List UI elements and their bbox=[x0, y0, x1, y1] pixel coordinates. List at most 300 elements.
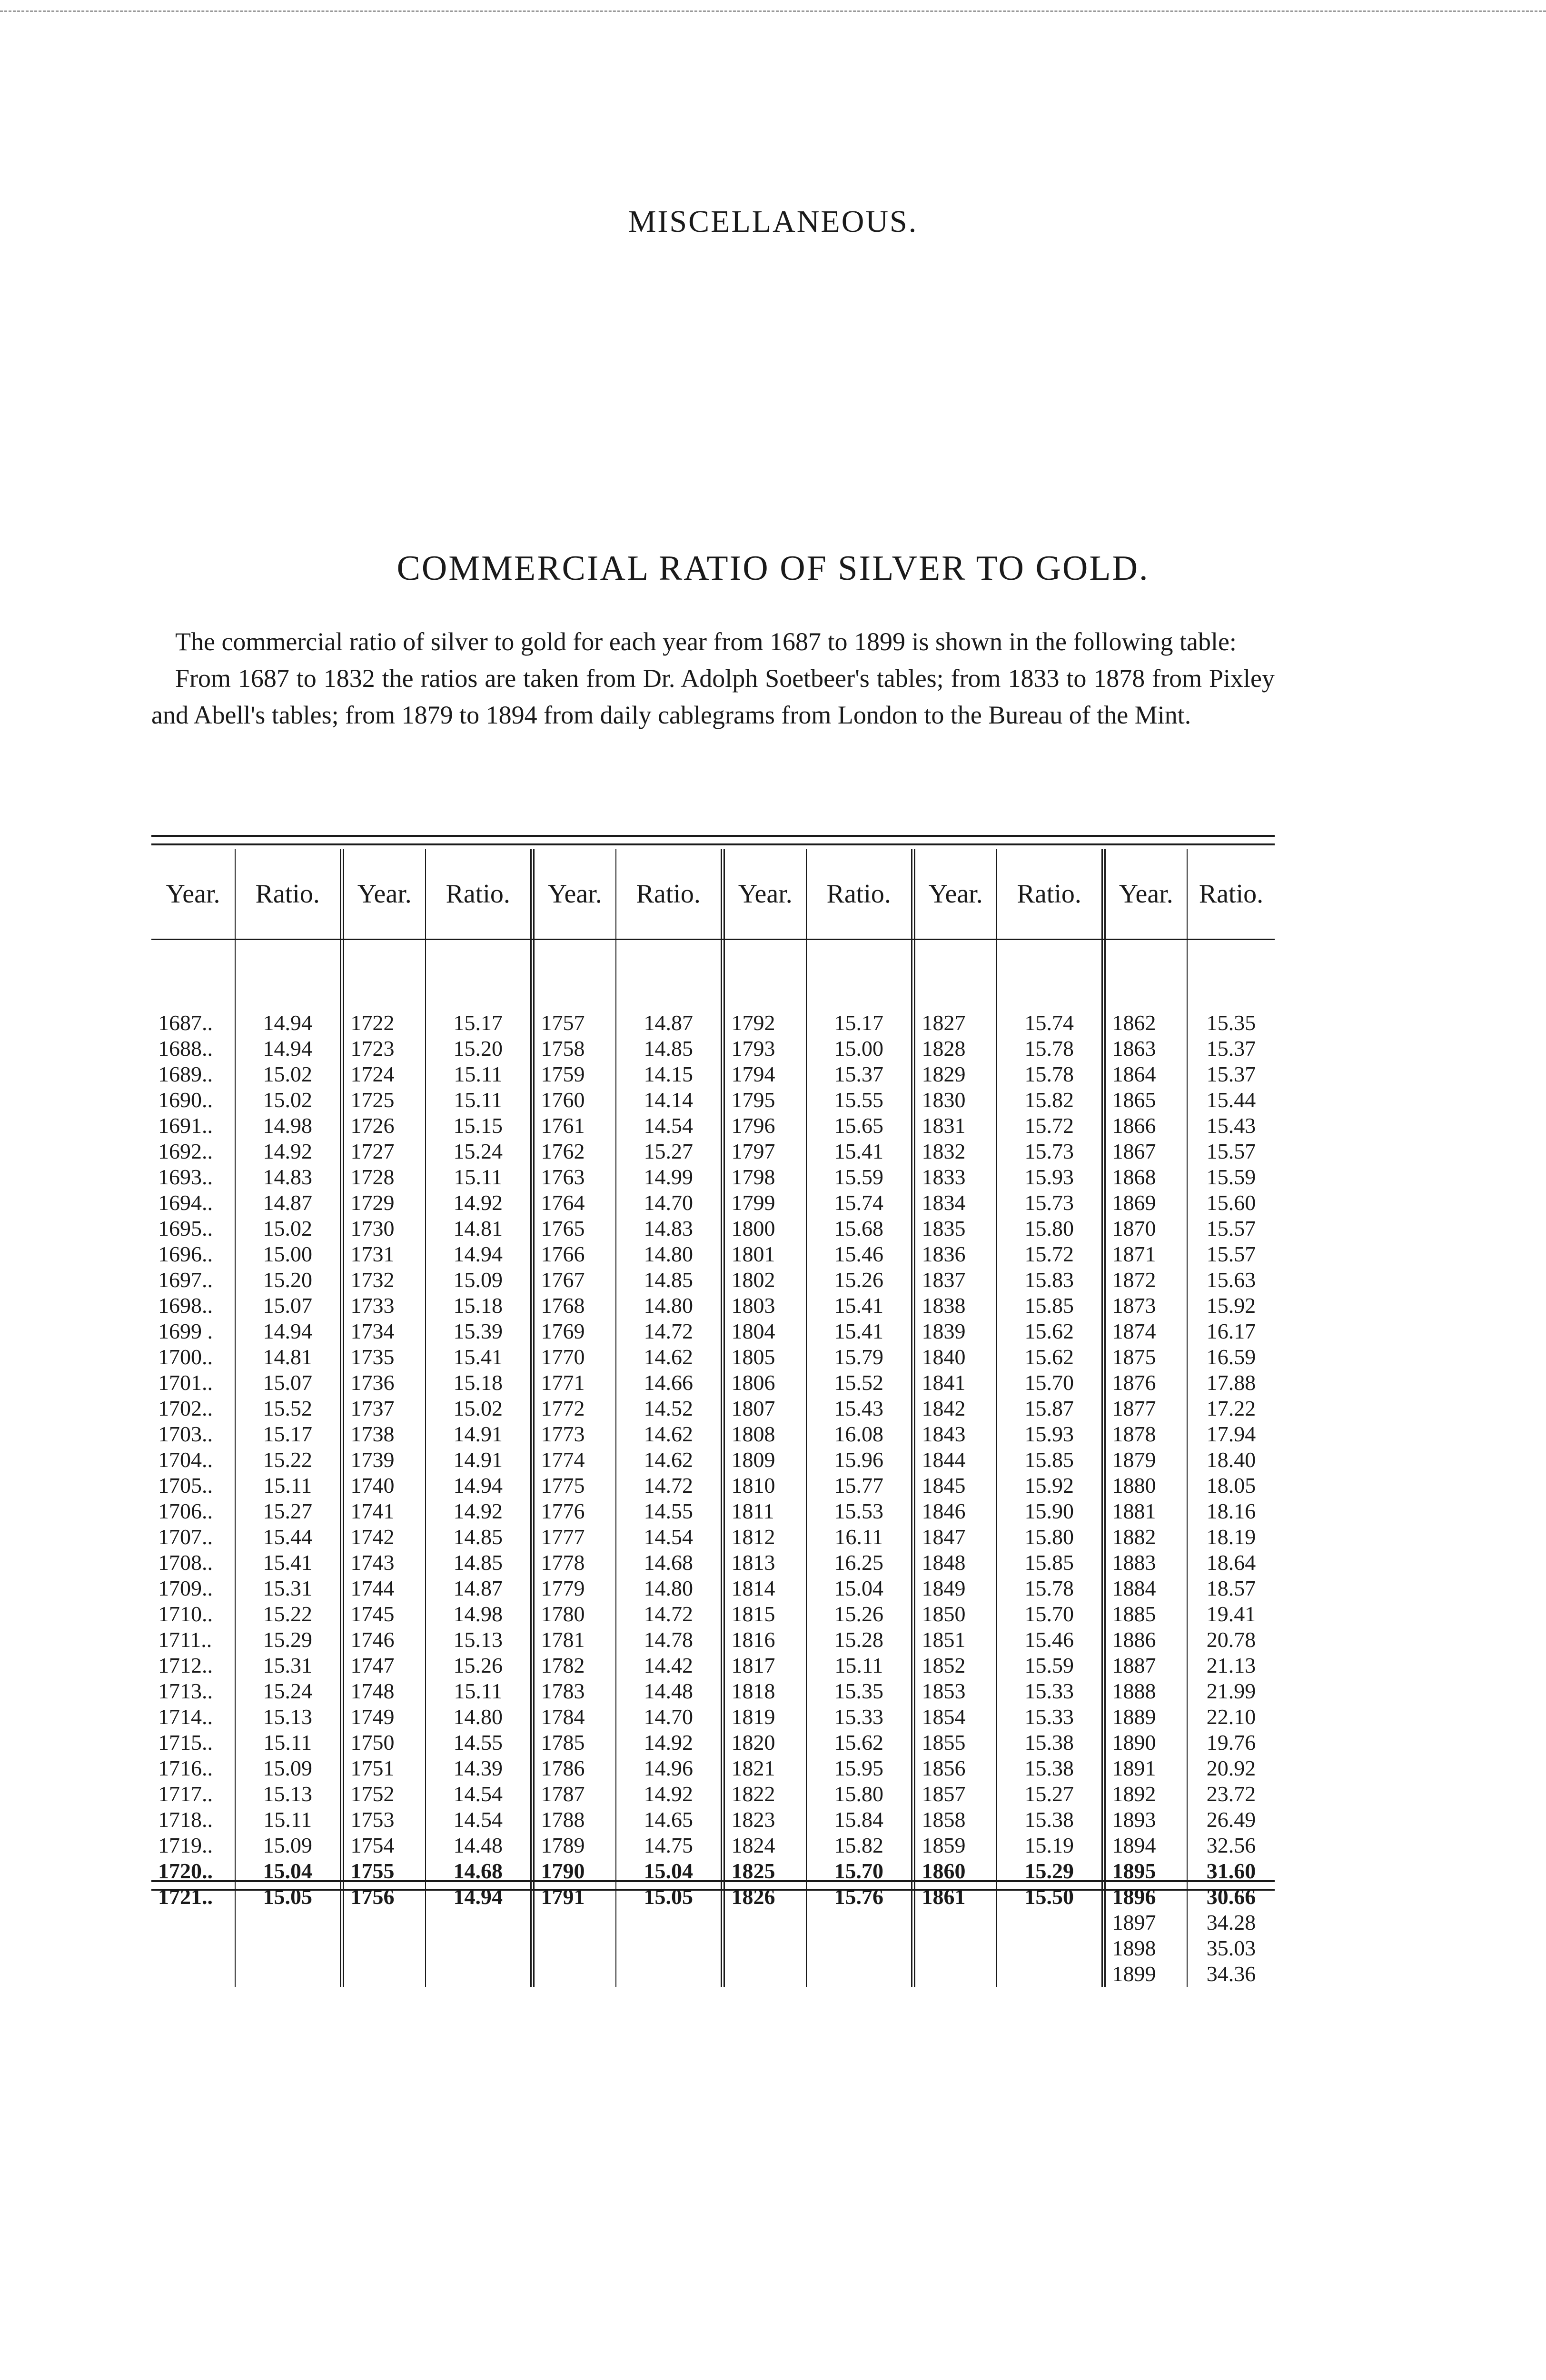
year-cell: 1712.. bbox=[158, 1653, 213, 1677]
year-cell: 1711.. bbox=[158, 1627, 212, 1652]
ratio-cell: 20.92 bbox=[1206, 1756, 1256, 1780]
year-cell: 1687.. bbox=[158, 1011, 213, 1035]
year-cell: 1833 bbox=[922, 1165, 966, 1189]
year-cell: 1848 bbox=[922, 1550, 966, 1575]
ratio-cell: 21.99 bbox=[1206, 1679, 1256, 1703]
ratio-cell: 15.82 bbox=[1024, 1088, 1074, 1112]
ratio-cell: 14.52 bbox=[644, 1396, 693, 1420]
ratio-cell: 15.53 bbox=[834, 1499, 883, 1523]
ratio-cell: 14.92 bbox=[263, 1139, 312, 1163]
year-cell: 1835 bbox=[922, 1216, 966, 1240]
year-cell: 1892 bbox=[1112, 1782, 1156, 1806]
ratio-cell: 15.62 bbox=[834, 1730, 883, 1755]
ratio-cell: 26.49 bbox=[1206, 1807, 1256, 1832]
year-cell: 1714.. bbox=[158, 1705, 213, 1729]
year-cell: 1736 bbox=[350, 1370, 395, 1395]
year-cell: 1793 bbox=[731, 1036, 775, 1061]
year-cell: 1766 bbox=[541, 1242, 585, 1266]
year-cell: 1837 bbox=[922, 1268, 966, 1292]
ratio-cell: 15.57 bbox=[1206, 1216, 1256, 1240]
table-header-row bbox=[151, 849, 1275, 939]
year-cell: 1785 bbox=[541, 1730, 585, 1755]
ratio-cell: 16.25 bbox=[834, 1550, 883, 1575]
year-cell: 1808 bbox=[731, 1422, 775, 1446]
year-cell: 1710.. bbox=[158, 1602, 213, 1626]
ratio-column-2 bbox=[426, 939, 532, 1987]
ratio-cell: 14.80 bbox=[644, 1242, 693, 1266]
year-cell: 1702.. bbox=[158, 1396, 213, 1420]
ratio-cell: 15.11 bbox=[834, 1653, 883, 1677]
year-cell: 1816 bbox=[731, 1627, 775, 1652]
ratio-cell: 15.79 bbox=[834, 1345, 883, 1369]
year-cell: 1794 bbox=[731, 1062, 775, 1086]
ratio-cell: 15.93 bbox=[1024, 1165, 1074, 1189]
ratio-cell: 14.54 bbox=[644, 1113, 693, 1138]
year-cell: 1754 bbox=[350, 1833, 395, 1857]
year-cell: 1733 bbox=[350, 1293, 395, 1318]
year-cell: 1789 bbox=[541, 1833, 585, 1857]
year-cell: 1707.. bbox=[158, 1525, 213, 1549]
ratio-cell: 14.92 bbox=[453, 1190, 503, 1215]
ratio-cell: 14.68 bbox=[453, 1859, 503, 1883]
ratio-cell: 15.11 bbox=[454, 1679, 503, 1703]
ratio-cell: 34.28 bbox=[1206, 1910, 1256, 1934]
year-cell: 1804 bbox=[731, 1319, 775, 1343]
ratio-cell: 15.26 bbox=[834, 1602, 883, 1626]
year-cell: 1749 bbox=[350, 1705, 395, 1729]
year-cell: 1802 bbox=[731, 1268, 775, 1292]
ratio-cell: 17.94 bbox=[1206, 1422, 1256, 1446]
year-cell: 1899 bbox=[1112, 1962, 1156, 1986]
intro-paragraph-1: The commercial ratio of silver to gold for each year from 1687 to 1899 is shown in the following table: bbox=[175, 627, 1237, 656]
ratio-cell: 15.85 bbox=[1024, 1448, 1074, 1472]
ratio-cell: 15.09 bbox=[263, 1833, 312, 1857]
ratio-cell: 15.82 bbox=[834, 1833, 883, 1857]
ratio-cell: 15.28 bbox=[834, 1627, 883, 1652]
ratio-cell: 15.70 bbox=[1024, 1370, 1074, 1395]
year-cell: 1803 bbox=[731, 1293, 775, 1318]
ratio-cell: 14.65 bbox=[644, 1807, 693, 1832]
ratio-cell: 15.35 bbox=[834, 1679, 883, 1703]
ratio-cell: 14.94 bbox=[263, 1319, 312, 1343]
year-cell: 1881 bbox=[1112, 1499, 1156, 1523]
year-cell: 1697.. bbox=[158, 1268, 213, 1292]
year-cell: 1806 bbox=[731, 1370, 775, 1395]
ratio-cell: 15.02 bbox=[263, 1062, 312, 1086]
ratio-cell: 14.72 bbox=[644, 1473, 693, 1497]
year-cell: 1688.. bbox=[158, 1036, 213, 1061]
year-cell: 1877 bbox=[1112, 1396, 1156, 1420]
ratio-cell: 15.11 bbox=[454, 1088, 503, 1112]
ratio-cell: 14.15 bbox=[644, 1062, 693, 1086]
year-column-4 bbox=[723, 939, 806, 1987]
ratio-cell: 15.31 bbox=[263, 1576, 312, 1600]
year-cell: 1852 bbox=[922, 1653, 966, 1677]
year-cell: 1823 bbox=[731, 1807, 775, 1832]
year-cell: 1869 bbox=[1112, 1190, 1156, 1215]
year-cell: 1762 bbox=[541, 1139, 585, 1163]
ratio-cell: 15.63 bbox=[1206, 1268, 1256, 1292]
ratio-cell: 15.04 bbox=[834, 1576, 883, 1600]
ratio-cell: 15.59 bbox=[1206, 1165, 1256, 1189]
ratio-cell: 15.59 bbox=[1024, 1653, 1074, 1677]
year-cell: 1829 bbox=[922, 1062, 966, 1086]
header-year: Year. bbox=[1103, 849, 1187, 939]
ratio-cell: 15.26 bbox=[453, 1653, 503, 1677]
year-cell: 1846 bbox=[922, 1499, 966, 1523]
ratio-cell: 35.03 bbox=[1206, 1936, 1256, 1960]
year-cell: 1731 bbox=[350, 1242, 395, 1266]
year-cell: 1769 bbox=[541, 1319, 585, 1343]
ratio-cell: 17.88 bbox=[1206, 1370, 1256, 1395]
ratio-cell: 15.00 bbox=[834, 1036, 883, 1061]
year-cell: 1748 bbox=[350, 1679, 395, 1703]
year-cell: 1831 bbox=[922, 1113, 966, 1138]
year-cell: 1746 bbox=[350, 1627, 395, 1652]
ratio-cell: 15.59 bbox=[834, 1165, 883, 1189]
ratio-cell: 18.64 bbox=[1206, 1550, 1256, 1575]
year-cell: 1720.. bbox=[158, 1859, 213, 1883]
ratio-cell: 15.37 bbox=[834, 1062, 883, 1086]
header-ratio: Ratio. bbox=[806, 849, 913, 939]
ratio-cell: 18.57 bbox=[1206, 1576, 1256, 1600]
ratio-cell: 14.72 bbox=[644, 1602, 693, 1626]
ratio-cell: 14.85 bbox=[453, 1525, 503, 1549]
ratio-cell: 15.02 bbox=[263, 1216, 312, 1240]
year-cell: 1726 bbox=[350, 1113, 395, 1138]
year-cell: 1798 bbox=[731, 1165, 775, 1189]
ratio-cell: 15.11 bbox=[454, 1062, 503, 1086]
ratio-cell: 14.81 bbox=[263, 1345, 312, 1369]
year-cell: 1693.. bbox=[158, 1165, 213, 1189]
year-cell: 1698.. bbox=[158, 1293, 213, 1318]
ratio-cell: 14.54 bbox=[453, 1807, 503, 1832]
ratio-cell: 15.90 bbox=[1024, 1499, 1074, 1523]
ratio-cell: 14.80 bbox=[644, 1293, 693, 1318]
ratio-cell: 15.24 bbox=[263, 1679, 312, 1703]
year-cell: 1718.. bbox=[158, 1807, 213, 1832]
ratio-cell: 15.46 bbox=[1024, 1627, 1074, 1652]
ratio-cell: 18.16 bbox=[1206, 1499, 1256, 1523]
year-cell: 1757 bbox=[541, 1011, 585, 1035]
ratio-cell: 34.36 bbox=[1206, 1962, 1256, 1986]
year-cell: 1704.. bbox=[158, 1448, 213, 1472]
year-cell: 1842 bbox=[922, 1396, 966, 1420]
year-column-1 bbox=[151, 939, 235, 1987]
year-cell: 1783 bbox=[541, 1679, 585, 1703]
ratio-table-container bbox=[151, 835, 1275, 1986]
ratio-cell: 15.04 bbox=[263, 1859, 312, 1883]
ratio-cell: 15.22 bbox=[263, 1448, 312, 1472]
header-year: Year. bbox=[166, 879, 220, 909]
ratio-cell: 14.85 bbox=[644, 1268, 693, 1292]
ratio-cell: 30.66 bbox=[1206, 1884, 1256, 1909]
ratio-cell: 15.17 bbox=[453, 1011, 503, 1035]
ratio-column-1 bbox=[235, 939, 342, 1987]
ratio-cell: 15.46 bbox=[834, 1242, 883, 1266]
year-cell: 1865 bbox=[1112, 1088, 1156, 1112]
year-cell: 1854 bbox=[922, 1705, 966, 1729]
ratio-cell: 15.83 bbox=[1024, 1268, 1074, 1292]
year-cell: 1690.. bbox=[158, 1088, 213, 1112]
ratio-cell: 14.54 bbox=[453, 1782, 503, 1806]
ratio-cell: 19.41 bbox=[1206, 1602, 1256, 1626]
ratio-cell: 15.72 bbox=[1024, 1242, 1074, 1266]
year-cell: 1862 bbox=[1112, 1011, 1156, 1035]
year-cell: 1713.. bbox=[158, 1679, 213, 1703]
ratio-column-6 bbox=[1187, 939, 1275, 1987]
ratio-cell: 15.85 bbox=[1024, 1293, 1074, 1318]
year-cell: 1721.. bbox=[158, 1884, 213, 1909]
year-cell: 1774 bbox=[541, 1448, 585, 1472]
year-cell: 1836 bbox=[922, 1242, 966, 1266]
year-cell: 1715.. bbox=[158, 1730, 213, 1755]
year-cell: 1734 bbox=[350, 1319, 395, 1343]
year-cell: 1699 . bbox=[158, 1319, 213, 1343]
ratio-cell: 15.35 bbox=[1206, 1011, 1256, 1035]
year-cell: 1885 bbox=[1112, 1602, 1156, 1626]
year-cell: 1843 bbox=[922, 1422, 966, 1446]
ratio-cell: 15.41 bbox=[263, 1550, 312, 1575]
year-cell: 1820 bbox=[731, 1730, 775, 1755]
year-cell: 1800 bbox=[731, 1216, 775, 1240]
ratio-cell: 14.94 bbox=[263, 1036, 312, 1061]
year-cell: 1817 bbox=[731, 1653, 775, 1677]
ratio-cell: 15.39 bbox=[453, 1319, 503, 1343]
year-cell: 1868 bbox=[1112, 1165, 1156, 1189]
year-cell: 1821 bbox=[731, 1756, 775, 1780]
ratio-cell: 23.72 bbox=[1206, 1782, 1256, 1806]
ratio-cell: 14.78 bbox=[644, 1627, 693, 1652]
ratio-cell: 15.44 bbox=[1206, 1088, 1256, 1112]
ratio-cell: 15.15 bbox=[453, 1113, 503, 1138]
year-cell: 1784 bbox=[541, 1705, 585, 1729]
ratio-cell: 15.55 bbox=[834, 1088, 883, 1112]
table-top-rule-inner bbox=[151, 843, 1275, 845]
year-cell: 1706.. bbox=[158, 1499, 213, 1523]
ratio-cell: 14.80 bbox=[644, 1576, 693, 1600]
year-column-3 bbox=[532, 939, 616, 1987]
year-cell: 1895 bbox=[1112, 1859, 1156, 1883]
year-cell: 1850 bbox=[922, 1602, 966, 1626]
ratio-cell: 15.43 bbox=[834, 1396, 883, 1420]
ratio-cell: 14.92 bbox=[453, 1499, 503, 1523]
year-cell: 1796 bbox=[731, 1113, 775, 1138]
year-cell: 1897 bbox=[1112, 1910, 1156, 1934]
year-cell: 1742 bbox=[350, 1525, 395, 1549]
ratio-cell: 14.75 bbox=[644, 1833, 693, 1857]
ratio-cell: 15.41 bbox=[834, 1293, 883, 1318]
year-cell: 1825 bbox=[731, 1859, 775, 1883]
year-cell: 1740 bbox=[350, 1473, 395, 1497]
year-cell: 1879 bbox=[1112, 1448, 1156, 1472]
ratio-cell: 15.96 bbox=[834, 1448, 883, 1472]
year-cell: 1695.. bbox=[158, 1216, 213, 1240]
ratio-column-4 bbox=[806, 939, 913, 1987]
year-cell: 1811 bbox=[731, 1499, 774, 1523]
year-cell: 1792 bbox=[731, 1011, 775, 1035]
ratio-cell: 15.24 bbox=[453, 1139, 503, 1163]
year-cell: 1873 bbox=[1112, 1293, 1156, 1318]
year-cell: 1764 bbox=[541, 1190, 585, 1215]
year-cell: 1771 bbox=[541, 1370, 585, 1395]
year-cell: 1883 bbox=[1112, 1550, 1156, 1575]
ratio-cell: 15.43 bbox=[1206, 1113, 1256, 1138]
ratio-cell: 15.92 bbox=[1024, 1473, 1074, 1497]
ratio-cell: 14.70 bbox=[644, 1705, 693, 1729]
year-cell: 1732 bbox=[350, 1268, 395, 1292]
table-top-rule bbox=[151, 835, 1275, 837]
ratio-cell: 15.62 bbox=[1024, 1345, 1074, 1369]
year-cell: 1756 bbox=[350, 1884, 395, 1909]
year-cell: 1777 bbox=[541, 1525, 585, 1549]
year-cell: 1893 bbox=[1112, 1807, 1156, 1832]
ratio-cell: 14.91 bbox=[453, 1448, 503, 1472]
ratio-cell: 15.87 bbox=[1024, 1396, 1074, 1420]
year-cell: 1758 bbox=[541, 1036, 585, 1061]
year-cell: 1788 bbox=[541, 1807, 585, 1832]
ratio-cell: 15.72 bbox=[1024, 1113, 1074, 1138]
ratio-cell: 15.93 bbox=[1024, 1422, 1074, 1446]
year-cell: 1855 bbox=[922, 1730, 966, 1755]
year-cell: 1716.. bbox=[158, 1756, 213, 1780]
year-cell: 1832 bbox=[922, 1139, 966, 1163]
ratio-cell: 31.60 bbox=[1206, 1859, 1256, 1883]
ratio-cell: 14.81 bbox=[453, 1216, 503, 1240]
year-cell: 1827 bbox=[922, 1011, 966, 1035]
ratio-cell: 15.07 bbox=[263, 1370, 312, 1395]
year-cell: 1861 bbox=[922, 1884, 966, 1909]
year-cell: 1753 bbox=[350, 1807, 395, 1832]
year-cell: 1719.. bbox=[158, 1833, 213, 1857]
year-cell: 1735 bbox=[350, 1345, 395, 1369]
year-cell: 1887 bbox=[1112, 1653, 1156, 1677]
year-cell: 1880 bbox=[1112, 1473, 1156, 1497]
header-year: Year. bbox=[532, 849, 616, 939]
ratio-cell: 15.80 bbox=[1024, 1216, 1074, 1240]
year-cell: 1844 bbox=[922, 1448, 966, 1472]
year-cell: 1723 bbox=[350, 1036, 395, 1061]
ratio-cell: 14.98 bbox=[263, 1113, 312, 1138]
ratio-cell: 15.11 bbox=[263, 1473, 312, 1497]
year-cell: 1896 bbox=[1112, 1884, 1156, 1909]
ratio-cell: 15.33 bbox=[1024, 1679, 1074, 1703]
year-cell: 1700.. bbox=[158, 1345, 213, 1369]
ratio-cell: 15.37 bbox=[1206, 1036, 1256, 1061]
ratio-table bbox=[151, 849, 1275, 1987]
year-cell: 1810 bbox=[731, 1473, 775, 1497]
year-cell: 1828 bbox=[922, 1036, 966, 1061]
ratio-cell: 17.22 bbox=[1206, 1396, 1256, 1420]
year-cell: 1765 bbox=[541, 1216, 585, 1240]
ratio-cell: 15.09 bbox=[453, 1268, 503, 1292]
year-cell: 1741 bbox=[350, 1499, 395, 1523]
header-ratio: Ratio. bbox=[616, 849, 723, 939]
ratio-cell: 15.02 bbox=[263, 1088, 312, 1112]
header-year: Year. bbox=[913, 849, 997, 939]
year-cell: 1813 bbox=[731, 1550, 775, 1575]
ratio-cell: 15.18 bbox=[453, 1293, 503, 1318]
ratio-cell: 14.42 bbox=[644, 1653, 693, 1677]
ratio-column-5 bbox=[997, 939, 1103, 1987]
ratio-cell: 15.50 bbox=[1024, 1884, 1074, 1909]
year-cell: 1859 bbox=[922, 1833, 966, 1857]
ratio-cell: 15.41 bbox=[834, 1139, 883, 1163]
ratio-cell: 14.92 bbox=[644, 1730, 693, 1755]
year-cell: 1847 bbox=[922, 1525, 966, 1549]
year-cell: 1875 bbox=[1112, 1345, 1156, 1369]
ratio-cell: 16.11 bbox=[834, 1525, 883, 1549]
year-cell: 1779 bbox=[541, 1576, 585, 1600]
year-cell: 1860 bbox=[922, 1859, 966, 1883]
year-cell: 1692.. bbox=[158, 1139, 213, 1163]
year-cell: 1772 bbox=[541, 1396, 585, 1420]
year-column-6 bbox=[1103, 939, 1187, 1987]
year-cell: 1797 bbox=[731, 1139, 775, 1163]
year-cell: 1889 bbox=[1112, 1705, 1156, 1729]
ratio-cell: 15.29 bbox=[263, 1627, 312, 1652]
year-cell: 1694.. bbox=[158, 1190, 213, 1215]
year-cell: 1730 bbox=[350, 1216, 395, 1240]
ratio-cell: 15.33 bbox=[834, 1705, 883, 1729]
ratio-cell: 16.59 bbox=[1206, 1345, 1256, 1369]
year-cell: 1786 bbox=[541, 1756, 585, 1780]
year-cell: 1839 bbox=[922, 1319, 966, 1343]
ratio-cell: 15.27 bbox=[1024, 1782, 1074, 1806]
header-ratio: Ratio. bbox=[235, 849, 342, 939]
header-ratio: Ratio. bbox=[997, 849, 1103, 939]
year-cell: 1866 bbox=[1112, 1113, 1156, 1138]
year-cell: 1689.. bbox=[158, 1062, 213, 1086]
ratio-cell: 15.95 bbox=[834, 1756, 883, 1780]
year-column-2 bbox=[342, 939, 426, 1987]
header-rule bbox=[0, 10, 1546, 12]
year-cell: 1703.. bbox=[158, 1422, 213, 1446]
ratio-cell: 15.19 bbox=[1024, 1833, 1074, 1857]
ratio-cell: 16.08 bbox=[834, 1422, 883, 1446]
ratio-cell: 32.56 bbox=[1206, 1833, 1256, 1857]
ratio-cell: 15.57 bbox=[1206, 1242, 1256, 1266]
ratio-cell: 15.73 bbox=[1024, 1190, 1074, 1215]
ratio-cell: 15.78 bbox=[1024, 1576, 1074, 1600]
ratio-cell: 14.99 bbox=[644, 1165, 693, 1189]
ratio-cell: 14.87 bbox=[644, 1011, 693, 1035]
ratio-cell: 15.92 bbox=[1206, 1293, 1256, 1318]
year-cell: 1760 bbox=[541, 1088, 585, 1112]
year-cell: 1790 bbox=[541, 1859, 585, 1883]
ratio-cell: 14.98 bbox=[453, 1602, 503, 1626]
ratio-cell: 15.62 bbox=[1024, 1319, 1074, 1343]
ratio-cell: 14.72 bbox=[644, 1319, 693, 1343]
year-cell: 1717.. bbox=[158, 1782, 213, 1806]
year-cell: 1838 bbox=[922, 1293, 966, 1318]
ratio-cell: 21.13 bbox=[1206, 1653, 1256, 1677]
year-cell: 1878 bbox=[1112, 1422, 1156, 1446]
ratio-cell: 15.80 bbox=[1024, 1525, 1074, 1549]
ratio-cell: 14.62 bbox=[644, 1448, 693, 1472]
ratio-cell: 14.85 bbox=[453, 1550, 503, 1575]
year-cell: 1705.. bbox=[158, 1473, 213, 1497]
year-cell: 1863 bbox=[1112, 1036, 1156, 1061]
year-cell: 1773 bbox=[541, 1422, 585, 1446]
year-cell: 1876 bbox=[1112, 1370, 1156, 1395]
ratio-cell: 14.80 bbox=[453, 1705, 503, 1729]
ratio-cell: 15.68 bbox=[834, 1216, 883, 1240]
ratio-cell: 15.04 bbox=[644, 1859, 693, 1883]
year-cell: 1781 bbox=[541, 1627, 585, 1652]
intro-paragraph-2: From 1687 to 1832 the ratios are taken from Dr. Adolph Soetbeer's tables; from 1833 to 1878 from Pixley and Abell's tables; from 1879 to 1894 from daily cablegrams from London to the Bureau of the Mint. bbox=[151, 664, 1275, 729]
year-cell: 1791 bbox=[541, 1884, 585, 1909]
